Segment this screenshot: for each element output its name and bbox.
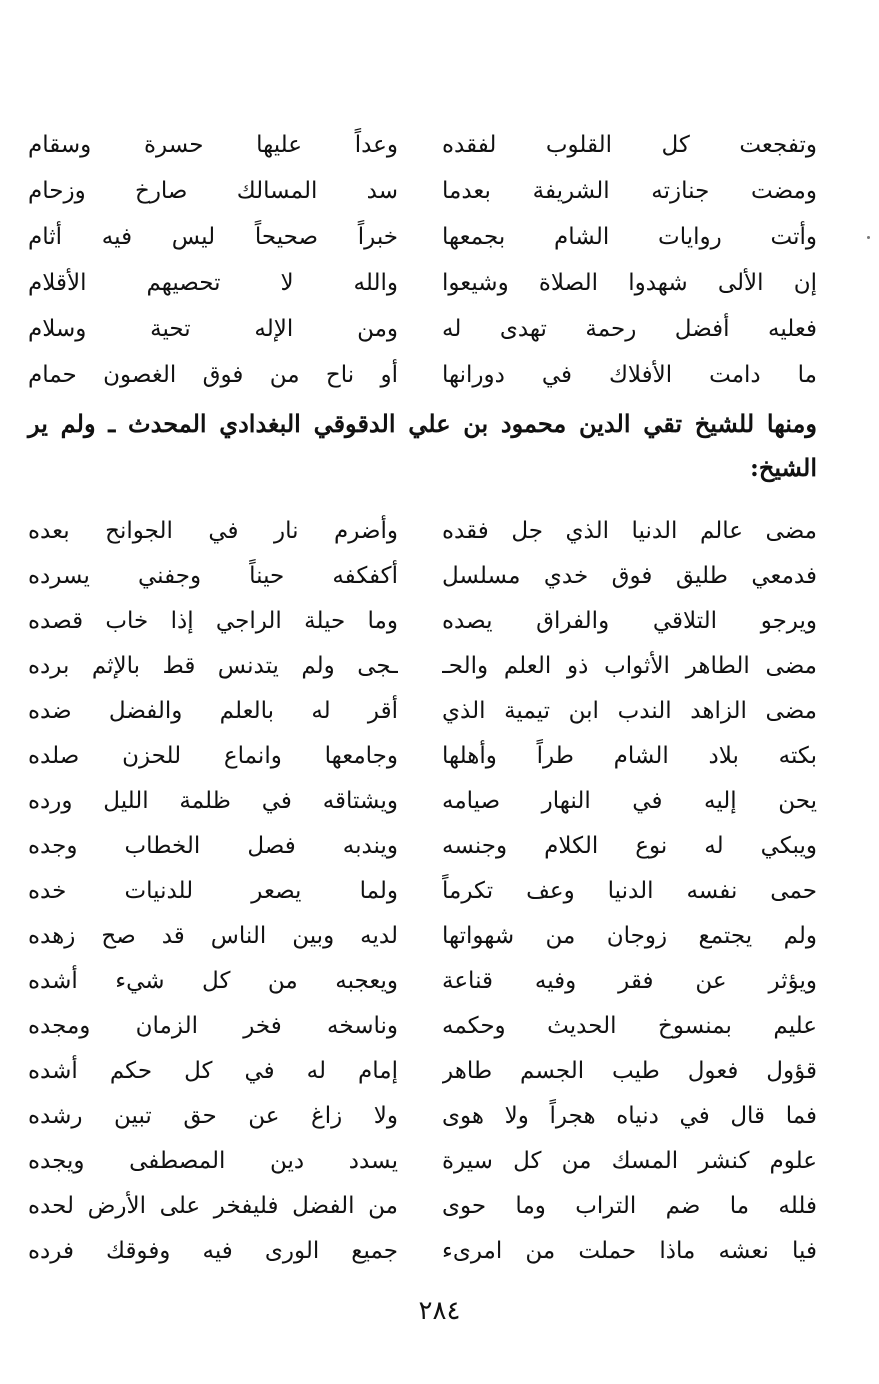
first-hemistich: مضى الطاهر الأثواب ذو العلم والحـ [442, 653, 817, 679]
second-hemistich: وجامعها وانماع للحزن صلده [28, 743, 398, 769]
second-hemistich: ولا زاغ عن حق تبين رشده [28, 1103, 398, 1129]
second-hemistich: ويشتاقه في ظلمة الليل ورده [28, 788, 398, 814]
poem-block-2 [28, 508, 817, 1273]
verse-row [28, 598, 817, 643]
first-hemistich: قؤول فعول طيب الجسم طاهر [442, 1058, 817, 1084]
second-hemistich: ولما يصعر للدنيات خده [28, 878, 398, 904]
verse-row [28, 1093, 817, 1138]
first-hemistich: فيا نعشه ماذا حملت من امرىء [442, 1238, 817, 1264]
verse-row [28, 643, 817, 688]
second-hemistich: جميع الورى فيه وفوقك فرده [28, 1238, 398, 1264]
second-hemistich: سد المسالك صارخ وزحام [28, 178, 398, 204]
first-hemistich: علوم كنشر المسك من كل سيرة [442, 1148, 817, 1174]
first-hemistich: ولم يجتمع زوجان من شهواتها [442, 923, 817, 949]
poem-block-1 [28, 122, 817, 398]
verse-row [28, 1048, 817, 1093]
first-hemistich: فلله ما ضم التراب وما حوى [442, 1193, 817, 1219]
second-hemistich: من الفضل فليفخر على الأرض لحده [28, 1193, 398, 1219]
second-hemistich: أو ناح من فوق الغصون حمام [28, 362, 398, 388]
verse-row [28, 306, 817, 352]
verse-row [28, 1228, 817, 1273]
first-hemistich: وتفجعت كل القلوب لفقده [442, 132, 817, 158]
verse-row [28, 122, 817, 168]
verse-row [28, 778, 817, 823]
first-hemistich: ويرجو التلاقي والفراق يصده [442, 608, 817, 634]
second-hemistich: ومن الإله تحية وسلام [28, 316, 398, 342]
verse-row [28, 168, 817, 214]
verse-row [28, 214, 817, 260]
verse-row [28, 868, 817, 913]
verse-row [28, 260, 817, 306]
second-hemistich: أقر له بالعلم والفضل ضده [28, 698, 398, 724]
verse-row [28, 1138, 817, 1183]
page-number: ٢٨٤ [418, 1296, 461, 1326]
second-hemistich: أكفكفه حيناً وجفني يسرده [28, 563, 398, 589]
first-hemistich: ويبكي له نوع الكلام وجنسه [442, 833, 817, 859]
first-hemistich: ما دامت الأفلاك في دورانها [442, 362, 817, 388]
first-hemistich: ومضت جنازته الشريفة بعدما [442, 178, 817, 204]
first-hemistich: مضى عالم الدنيا الذي جل فقده [442, 518, 817, 544]
first-hemistich: عليم بمنسوخ الحديث وحكمه [442, 1013, 817, 1039]
first-hemistich: بكته بلاد الشام طراً وأهلها [442, 743, 817, 769]
verse-row [28, 1183, 817, 1228]
second-hemistich: والله لا تحصيهم الأقلام [28, 270, 398, 296]
second-hemistich: وناسخه فخر الزمان ومجده [28, 1013, 398, 1039]
first-hemistich: إن الألى شهدوا الصلاة وشيعوا [442, 270, 817, 296]
second-hemistich: وما حيلة الراجي إذا خاب قصده [28, 608, 398, 634]
second-hemistich: يسدد دين المصطفى ويجده [28, 1148, 398, 1174]
first-hemistich: فعليه أفضل رحمة تهدى له [442, 316, 817, 342]
verse-row [28, 508, 817, 553]
first-hemistich: فما قال في دنياه هجراً ولا هوى [442, 1103, 817, 1129]
second-hemistich: وعداً عليها حسرة وسقام [28, 132, 398, 158]
second-hemistich: ـجى ولم يتدنس قط بالإثم برده [28, 653, 398, 679]
verse-row [28, 823, 817, 868]
second-hemistich: وأضرم نار في الجوانح بعده [28, 518, 398, 544]
verse-row [28, 352, 817, 398]
verse-row [28, 1003, 817, 1048]
intro-paragraph: ومنها للشيخ تقي الدين محمود بن علي الدقوقي البغدادي المحدث ـ ولم ير الشيخ: [28, 409, 817, 482]
second-hemistich: خبراً صحيحاً ليس فيه أثام [28, 224, 398, 250]
second-hemistich: لديه وبين الناس قد صح زهده [28, 923, 398, 949]
scan-speck [867, 236, 870, 239]
first-hemistich: فدمعي طليق فوق خدي مسلسل [442, 563, 817, 589]
first-hemistich: ويؤثر عن فقر وفيه قناعة [442, 968, 817, 994]
second-hemistich: ويعجبه من كل شيء أشده [28, 968, 398, 994]
first-hemistich: مضى الزاهد الندب ابن تيمية الذي [442, 698, 817, 724]
first-hemistich: وأتت روايات الشام بجمعها [442, 224, 817, 250]
verse-row [28, 553, 817, 598]
verse-row [28, 958, 817, 1003]
first-hemistich: يحن إليه في النهار صيامه [442, 788, 817, 814]
verse-row [28, 913, 817, 958]
second-hemistich: إمام له في كل حكم أشده [28, 1058, 398, 1084]
first-hemistich: حمى نفسه الدنيا وعف تكرماً [442, 878, 817, 904]
verse-row [28, 688, 817, 733]
second-hemistich: ويندبه فصل الخطاب وجده [28, 833, 398, 859]
verse-row [28, 733, 817, 778]
